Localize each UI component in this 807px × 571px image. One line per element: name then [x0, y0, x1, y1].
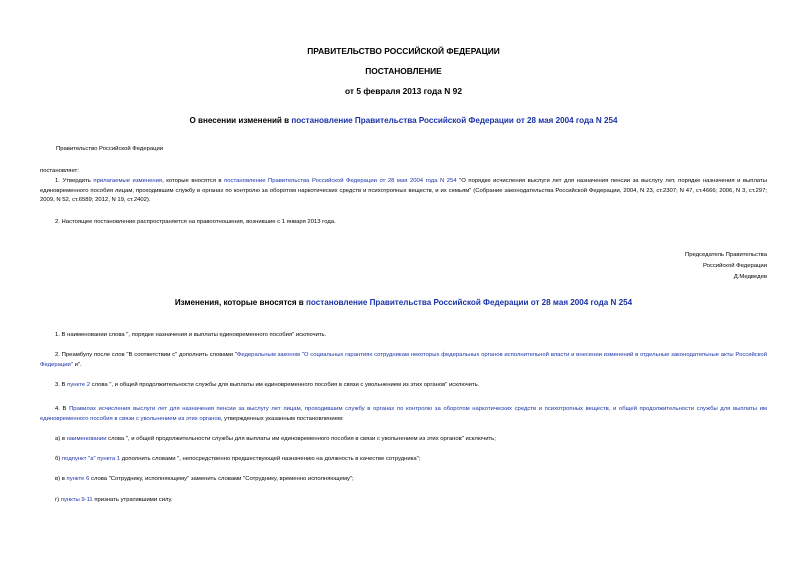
change-4a-post: слова ", и общей продолжительности службы для выплаты им единовременного пособия в связи с увольнением из этих органов" исключить;	[106, 436, 496, 442]
change-4v	[55, 475, 767, 485]
decree-title-link[interactable]: постановление Правительства Российской Федерации от 28 мая 2004 года N 254	[291, 116, 618, 125]
org-heading: ПРАВИТЕЛЬСТВО РОССИЙСКОЙ ФЕДЕРАЦИИ	[307, 46, 500, 56]
change-1: 1. В наименовании слова ", порядке назначения и выплаты единовременного пособия" исключить.	[55, 332, 327, 338]
government-line: Правительство Российской Федерации	[56, 146, 164, 152]
change-4v-link[interactable]: пункте 6	[66, 476, 90, 482]
change-4-post: , утвержденных указанным постановлением:	[220, 415, 344, 422]
change-4-pre: 4. В	[55, 406, 70, 412]
change-4	[40, 405, 767, 424]
item-1-link-decree[interactable]: постановление Правительства Российской Федерации от 28 мая 2004 года N 254	[224, 178, 457, 184]
change-3	[55, 381, 767, 391]
change-3-pre: 3. В	[55, 382, 68, 388]
decree-line: постановляет:	[40, 168, 79, 174]
changes-title-prefix: Изменения, которые вносятся в	[174, 298, 307, 307]
item-1-mid: , которые вносятся в	[162, 178, 225, 184]
signature-name: Д.Медведев	[733, 274, 767, 280]
change-2-link[interactable]: Федеральным законом "О социальных гарантиях сотрудникам некоторых федеральных органов исполнительной власти и внесении изменений в отдельные законодательные акты Российской Федерации"	[40, 352, 767, 368]
change-4-link[interactable]: Правилах исчисления выслуги лет для назначения пенсии за выслугу лет лицам, проходившим службу в органах по контролю за оборотом наркотических средств и психотропных веществ, и общей продолжительности службы для выплаты им единовременного пособия в связи с увольнением из этих органов	[40, 406, 767, 422]
doc-type-heading: ПОСТАНОВЛЕНИЕ	[365, 66, 442, 76]
change-4a-pre: а) в	[55, 436, 67, 442]
item-2: 2. Настоящее постановление распространяется на правоотношения, возникшие с 1 января 2013 года.	[55, 219, 336, 225]
decree-title	[0, 116, 807, 125]
change-4g-link[interactable]: пункты 9-11	[60, 497, 93, 503]
item-1-rest: "О порядке исчисления выслуги лет для назначения пенсии за выслугу лет, порядке назначения и выплаты единовременного пособия лицам, проходившим службу в органах по контролю за оборотом наркотических средств и психотропных веществ, и их семьям" (Собрание законодательства Российской Федерации, 2004, N 23, ст.2307; N 47, ст.4666; 2006, N 3, ст.297; 2009, N 52, ст.6589; 2012, N 19, ст.2402).	[40, 178, 767, 204]
decree-title-prefix: О внесении изменений в	[189, 116, 292, 125]
item-1	[40, 177, 767, 206]
item-1-pre: 1. Утвердить	[55, 178, 94, 184]
change-2-post: и".	[72, 361, 82, 368]
change-4b	[55, 455, 767, 465]
signature-org: Российской Федерации	[702, 263, 767, 269]
signature-title: Председатель Правительства	[684, 252, 767, 258]
change-4b-pre: б)	[55, 456, 62, 462]
change-2-pre: 2. Преамбулу после слов "В соответствии с" дополнить словами "	[55, 352, 237, 358]
change-4a-link[interactable]: наименовании	[66, 436, 107, 442]
change-4g-pre: г)	[55, 497, 61, 503]
change-4b-post: дополнить словами ", непосредственно предшествующей назначению на должность в качестве сотрудника";	[120, 456, 421, 462]
changes-title	[0, 298, 807, 307]
change-4g	[55, 496, 767, 506]
changes-title-link[interactable]: постановление Правительства Российской Федерации от 28 мая 2004 года N 254	[306, 298, 633, 307]
change-3-post: слова ", и общей продолжительности службы для выплаты им единовременного пособия в связи с увольнением из этих органов" исключить.	[89, 382, 480, 388]
date-number-heading: от 5 февраля 2013 года N 92	[345, 86, 462, 96]
change-4v-pre: в) в	[55, 476, 67, 482]
item-1-link-changes[interactable]: прилагаемые изменения	[93, 178, 163, 184]
change-2	[40, 351, 767, 370]
change-4v-post: слова "Сотруднику, исполняющему" заменить словами "Сотруднику, временно исполняющему";	[89, 476, 354, 482]
change-3-link[interactable]: пункте 2	[67, 382, 90, 388]
change-4g-post: признать утратившими силу.	[92, 497, 173, 503]
change-4b-link[interactable]: подпункт "а" пункта 1	[61, 456, 121, 462]
change-4a	[55, 435, 767, 445]
